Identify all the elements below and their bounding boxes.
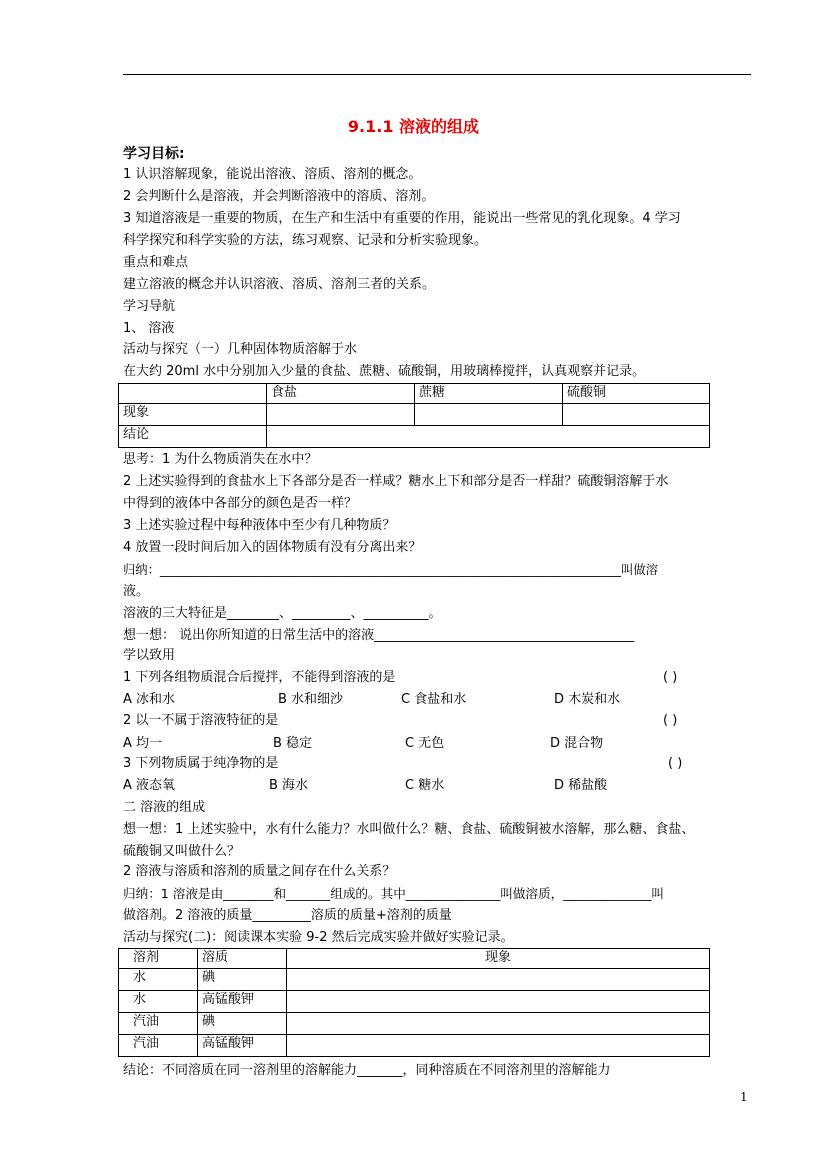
table-cell (267, 404, 415, 426)
think-q1: 思考：1 为什么物质消失在水中？ (123, 452, 318, 467)
table-cell: 碘 (198, 969, 287, 991)
answer-blank: ( ) (663, 670, 678, 685)
goal-1: 1 认识溶解现象，能说出溶液、溶质、溶剂的概念。 (123, 167, 422, 182)
page-title: 9.1.1 溶液的组成 (347, 117, 480, 136)
table-cell (287, 1013, 710, 1035)
row-label: 结论 (119, 426, 267, 448)
option-c: C 无色 (405, 736, 445, 751)
activity-1-description: 在大约 20ml 水中分别加入少量的食盐、蔗糖、硫酸铜，用玻璃棒搅拌，认真观察并记录。 (123, 364, 646, 379)
table-row (119, 404, 710, 426)
part-2-think-line-1: 想一想：1 上述实验中，水有什么能力？水叫做什么？糖、食盐、硫酸铜被水溶解，那么糖、食盐、 (123, 822, 695, 837)
think-q4: 4 放置一段时间后加入的固体物质有没有分离出来？ (123, 540, 422, 555)
think-q3: 3 上述实验过程中每种液体中至少有几种物质？ (123, 518, 396, 533)
table-header-cell: 硫酸铜 (563, 384, 710, 404)
part-2-summary-line-2: 做溶剂。2 溶液的质量_________溶质的质量+溶剂的质量 (123, 908, 452, 923)
table-row (119, 1013, 710, 1035)
table-cell (267, 426, 710, 448)
table-cell (415, 404, 563, 426)
option-a: A 冰和水 (123, 692, 176, 707)
summary-line-2: 液。 (123, 584, 150, 599)
key-heading: 重点和难点 (123, 255, 189, 270)
option-b: B 水和细沙 (278, 692, 344, 707)
option-a: A 均一 (123, 736, 163, 751)
option-b: B 稳定 (273, 736, 313, 751)
part-2-think-line-2: 硫酸铜又叫做什么？ (123, 844, 241, 859)
option-b: B 海水 (269, 778, 309, 793)
option-d: D 混合物 (550, 736, 604, 751)
activity-1-heading: 活动与探究（一）几种固体物质溶解于水 (123, 342, 358, 357)
observation-table-2 (118, 948, 710, 1057)
part-2-think-q2: 2 溶液与溶质和溶剂的质量之间存在什么关系？ (123, 864, 396, 879)
practice-q1: 1 下列各组物质混合后搅拌，不能得到溶液的是 (123, 670, 396, 685)
nav-heading: 学习导航 (123, 299, 176, 314)
table-cell (119, 384, 267, 404)
observation-table-1 (118, 383, 710, 448)
table-cell: 高锰酸钾 (198, 991, 287, 1013)
table-cell (287, 1035, 710, 1057)
table-cell (563, 404, 710, 426)
page-number: 1 (740, 1090, 748, 1104)
table-cell (287, 969, 710, 991)
option-d: D 木炭和水 (554, 692, 621, 707)
table-cell: 水 (119, 991, 198, 1013)
table-header-cell: 溶质 (198, 949, 287, 969)
table-row (119, 949, 710, 969)
part-2-heading: 二 溶液的组成 (123, 800, 206, 815)
think-more-line: 想一想： 说出你所知道的日常生活中的溶液________________________________________ (123, 628, 635, 643)
think-q2-line-2: 中得到的液体中各部分的颜色是否一样？ (123, 496, 358, 511)
goal-3-line-2: 科学探究和科学实验的方法，练习观察、记录和分析实验现象。 (123, 233, 488, 248)
table-header-cell: 溶剂 (119, 949, 198, 969)
table-cell: 汽油 (119, 1035, 198, 1057)
table-cell: 高锰酸钾 (198, 1035, 287, 1057)
option-c: C 食盐和水 (401, 692, 467, 707)
practice-heading: 学以致用 (123, 648, 176, 663)
table-cell: 汽油 (119, 1013, 198, 1035)
table-row (119, 991, 710, 1013)
table-cell (287, 991, 710, 1013)
table-row (119, 1035, 710, 1057)
answer-blank: ( ) (663, 713, 678, 728)
activity-2-heading: 活动与探究(二)：阅读课本实验 9-2 然后完成实验并做好实验记录。 (123, 930, 514, 945)
row-label: 现象 (119, 404, 267, 426)
think-q2-line-1: 2 上述实验得到的食盐水上下各部分是否一样咸？糖水上下和部分是否一样甜？硫酸铜溶解于水 (123, 474, 669, 489)
conclusion-line: 结论：不同溶质在同一溶剂里的溶解能力_______，同种溶质在不同溶剂里的溶解能力 (123, 1063, 611, 1078)
key-text: 建立溶液的概念并认识溶液、溶质、溶剂三者的关系。 (123, 277, 436, 292)
table-header-cell: 现象 (287, 949, 710, 969)
summary-line-1: 归纳：___________________________________________________________________________叫做溶 (123, 563, 658, 577)
table-row (119, 384, 710, 404)
features-line: 溶液的三大特征是________、_________、__________。 (123, 606, 442, 621)
header-rule (123, 74, 751, 75)
table-header-cell: 蔗糖 (415, 384, 563, 404)
table-cell: 水 (119, 969, 198, 991)
answer-blank: ( ) (668, 756, 683, 771)
option-d: D 稀盐酸 (554, 778, 608, 793)
practice-q3: 3 下列物质属于纯净物的是 (123, 756, 279, 771)
table-row (119, 969, 710, 991)
section-1-heading: 1、 溶液 (123, 321, 175, 336)
table-row (119, 426, 710, 448)
goal-3-line-1: 3 知道溶液是一重要的物质，在生产和生活中有重要的作用，能说出一些常见的乳化现象。4 学习 (123, 211, 681, 226)
goals-heading: 学习目标: (123, 146, 185, 162)
option-c: C 糖水 (405, 778, 445, 793)
part-2-summary-line-1: 归纳：1 溶液是由________和_______组成的。其中_______________叫做溶质，______________叫 (123, 886, 664, 901)
table-cell: 碘 (198, 1013, 287, 1035)
option-a: A 液态氧 (123, 778, 176, 793)
practice-q2: 2 以一不属于溶液特征的是 (123, 713, 279, 728)
table-header-cell: 食盐 (267, 384, 415, 404)
goal-2: 2 会判断什么是溶液，并会判断溶液中的溶质、溶剂。 (123, 189, 435, 204)
